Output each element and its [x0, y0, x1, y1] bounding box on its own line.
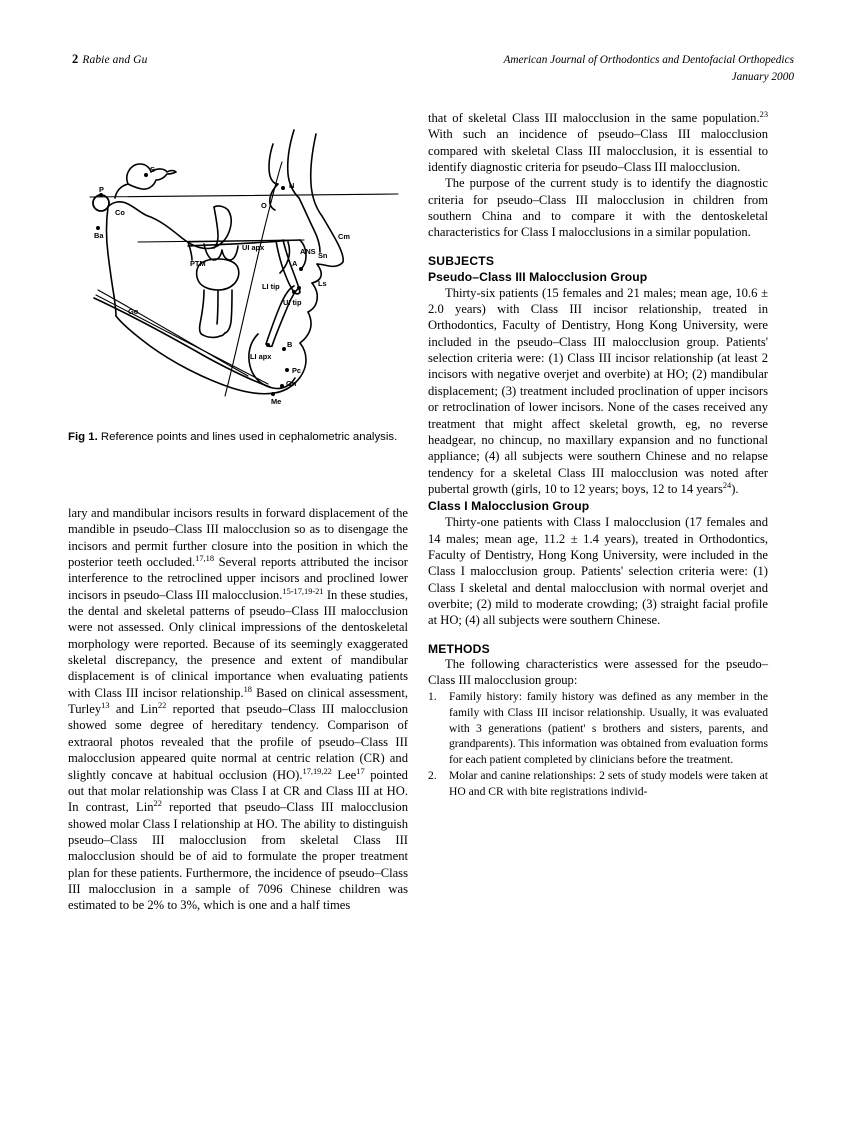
- figure-1: [68, 112, 408, 444]
- landmark-dot-s: [144, 173, 148, 177]
- label-ptm: PTM: [190, 259, 206, 268]
- landmark-dot-pc: [285, 368, 289, 372]
- landmark-dot-li-apx: [266, 343, 270, 347]
- running-head-left: [72, 52, 147, 67]
- reference-superscript: 22: [153, 799, 162, 808]
- label-n: N: [289, 181, 295, 190]
- landmark-dot-me: [271, 392, 275, 396]
- label-cm: Cm: [338, 232, 350, 241]
- running-head-authors: Rabie and Gu: [82, 54, 148, 66]
- label-pc: Pc: [292, 366, 302, 375]
- label-b: B: [287, 340, 293, 349]
- label-ls: Ls: [318, 279, 327, 288]
- running-head: [72, 52, 794, 96]
- reference-superscript: 17: [356, 766, 365, 776]
- list-item-number: 1.: [428, 690, 437, 704]
- body-paragraph: Thirty-one patients with Class I malocclusion (17 females and 14 males; mean age, 11.2 ± 1.4 years), treated in Orthodontics, Faculty of Dentistry, Hong Kong University, were included in the Class I malocclusion group. Patients' selection criteria were: (1) Class I skeletal and dental malocclusion with normal overjet and overbite; (2) mild to moderate crowding; (3) straight facial profile at HO; (4) all subjects were southern Chinese.: [428, 515, 768, 628]
- label-co: Co: [115, 208, 125, 217]
- section-heading: SUBJECTS: [428, 253, 495, 268]
- cephalometric-tracing: [68, 112, 408, 424]
- reference-superscript: 15-17,19-21: [282, 586, 324, 596]
- landmark-dot-gn: [280, 384, 284, 388]
- landmark-dot-li-tip: [297, 286, 301, 290]
- list-item-number: 2.: [428, 769, 437, 783]
- label-p: P: [99, 185, 104, 194]
- landmark-dot-ba: [96, 226, 100, 230]
- label-li-tip: LI tip: [262, 282, 280, 291]
- landmark-dot-ui-tip: [292, 290, 296, 294]
- reference-superscript: 18: [243, 684, 252, 694]
- label-o: O: [261, 201, 267, 210]
- subsection-heading: Pseudo–Class III Malocclusion Group: [428, 269, 648, 284]
- body-paragraph: lary and mandibular incisors results in forward displacement of the mandible in pseudo–Class III malocclusion so as to disengage the incisors and permit further closure into the position in which the posterior teeth occluded.$^{17,18}$ Several reports attributed the incisor interference to the retroclined upper incisors and proclined lower incisors in pseudo–Class III malocclusion.$^{15-17,19-21}$ In these studies, the dental and skeletal patterns of pseudo–Class III malocclusion were not assessed. Only clinical impressions of the dentoskeletal morphology were reported. Because of its seemingly exaggerated skeletal discrepancy, the presence and extent of mandibular displacement is of clinical importance when evaluating patients with Class III incisor relationship.$^{18}$ Based on clinical assessment, Turley$^{13}$ and Lin$^{22}$ reported that pseudo–Class III malocclusion showed some degree of hereditary tendency. Comparison of extraoral photos revealed that the profile of pseudo–Class III malocclusion appeared quite normal at centric relation (CR) and slightly concave at habitual occlusion (HO).$^{17,19,22}$ Lee$^{17}$ pointed out that molar relationship was Class I at CR and Class III at HO. In contrast, Lin$^{22}$ reported that pseudo–Class III malocclusion showed molar Class I relationship at HO. The ability to distinguish pseudo–Class III malocclusion from skeletal Class III malocclusion should be of aid to formulate the proper treatment plan for these patients. Furthermore, the incidence of pseudo–Class III malocclusion in a sample of 7096 Chinese children was estimated to be 2% to 3%, which is one and a half times: [68, 506, 408, 913]
- label-gn: Gn: [286, 379, 297, 388]
- left-text-column: [68, 505, 408, 914]
- reference-superscript: 17,19,22: [302, 766, 332, 776]
- journal-title: American Journal of Orthodontics and Dentofacial Orthopedics: [503, 54, 794, 66]
- label-ans: ANS: [300, 247, 316, 256]
- label-a: A: [292, 259, 298, 268]
- reference-superscript: 23: [759, 109, 768, 119]
- body-paragraph: The purpose of the current study is to identify the diagnostic criteria for pseudo–Class III malocclusion in children from southern China and to compare it with the dentoskeletal characteristics for Class I malocclusions in a similar population.: [428, 176, 768, 240]
- label-go: Go: [128, 307, 139, 316]
- body-paragraph: The following characteristics were assessed for the pseudo–Class III malocclusion group:: [428, 656, 768, 687]
- landmark-dot-ans: [299, 267, 303, 271]
- issue-date: January 2000: [731, 71, 794, 83]
- label-s: S: [150, 165, 155, 174]
- reference-superscript: 13: [101, 700, 110, 710]
- body-paragraph: Thirty-six patients (15 females and 21 males; mean age, 10.6 ± 2.0 years) with Class III incisor relationship, treated in Orthodontics, Faculty of Dentistry, Hong Kong University, were included in the pseudo–Class III malocclusion group. Patients' selection criteria were: (1) Class III incisor relationship (at least 2 incisors with negative overjet and overbite) at HO; (2) mandibular displacement; (3) treatment included proclination of upper incisors or retroclination of lower incisors. None of the cases received any treatment that might affect skeletal growth, eg, no reverse headgear, no chincup, no maxillary expansion and no functional appliance; (4) all subjects were southern Chinese and no relapse tendency for a skeletal Class III malocclusion was noted after pubertal growth (girls, 10 to 12 years; boys, 12 to 14 years$^{24}$).: [428, 285, 768, 496]
- landmark-dot-b: [282, 347, 286, 351]
- list-item: [428, 689, 768, 767]
- list-item: [428, 768, 768, 799]
- body-paragraph: that of skeletal Class III malocclusion in the same population.$^{23}$ With such an incidence of pseudo–Class III malocclusion compared with skeletal Class III malocclusion, it is essential to identify diagnostic criteria for pseudo–Class III malocclusion.: [428, 109, 768, 175]
- right-text-column: [428, 110, 768, 799]
- label-sn: Sn: [318, 251, 328, 260]
- label-me: Me: [271, 397, 282, 406]
- reference-superscript: 17,18: [195, 553, 215, 563]
- methods-ordered-list: [428, 689, 768, 799]
- label-ui-tip: UI tip: [283, 298, 302, 307]
- subsection-heading: Class I Malocclusion Group: [428, 499, 590, 514]
- figure-number: Fig 1.: [68, 431, 98, 443]
- label-li-apx: LI apx: [250, 352, 272, 361]
- section-heading: METHODS: [428, 641, 490, 656]
- list-item-text: Family history: family history was defined as any member in the family with Class III incisor relationship. Usually, it was evaluated with 3 generations (patient' s brothers and sisters, parents, and grandparents). This information was obtained from evaluation forms for each patient completed by clinicians before the treatment.: [449, 690, 768, 766]
- reference-superscript: 22: [157, 700, 167, 710]
- list-item-text: Molar and canine relationships: 2 sets of study models were taken at HO and CR with bite registrations individ-: [449, 769, 768, 798]
- reference-superscript: 24: [722, 480, 732, 490]
- label-ui-apx: UI apx: [242, 243, 265, 252]
- running-head-right: [503, 52, 794, 86]
- label-ba: Ba: [94, 231, 104, 240]
- figure-caption-text: Reference points and lines used in cephalometric analysis.: [97, 431, 398, 443]
- landmark-dot-n: [281, 186, 285, 190]
- page-number: 2: [72, 52, 79, 66]
- figure-caption: [68, 430, 401, 444]
